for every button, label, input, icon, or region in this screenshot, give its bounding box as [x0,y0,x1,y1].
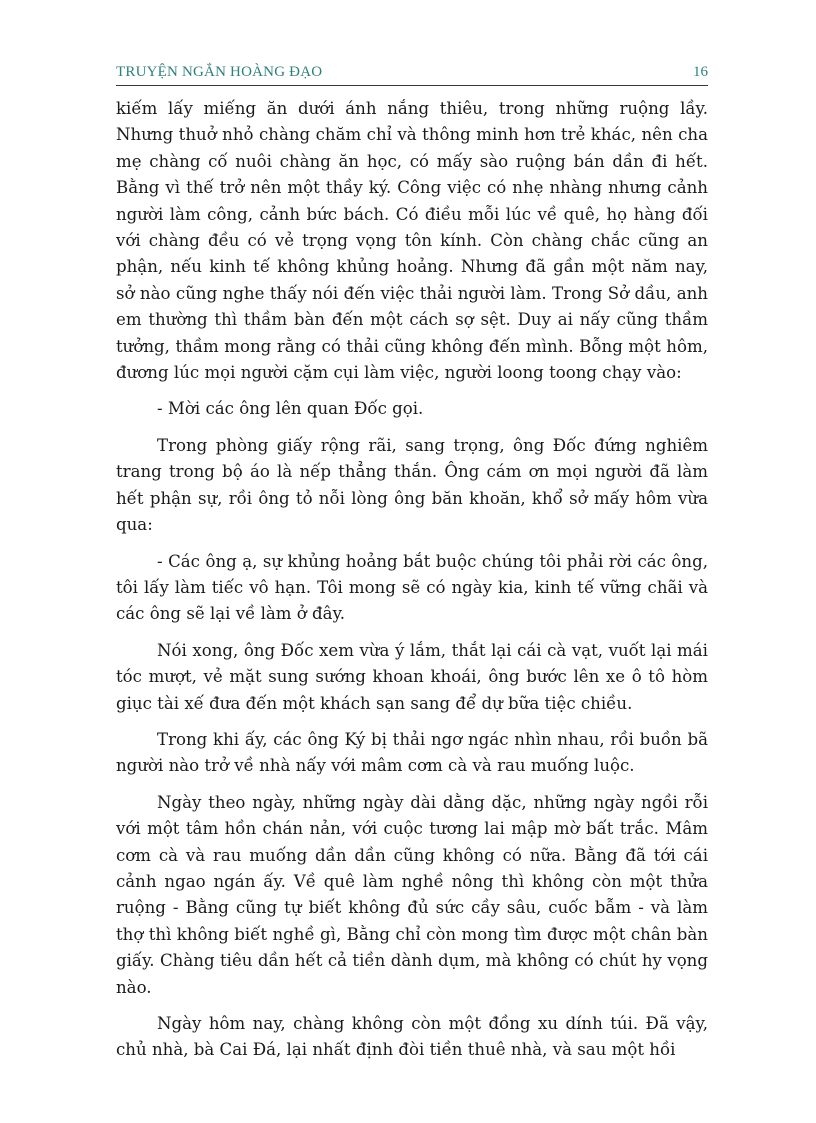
page-number: 16 [693,64,708,80]
paragraph: Ngày hôm nay, chàng không còn một đồng xu dính túi. Đã vậy, chủ nhà, bà Cai Đá, lại nhất định đòi tiền thuê nhà, và sau một hồi [116,1014,708,1060]
paragraph: Ngày theo ngày, những ngày dài dằng dặc, những ngày ngồi rỗi với một tâm hồn chán nản, với cuộc tương lai mập mờ bất trắc. Mâm cơm cà và rau muống dần dần cũng không có nữa. Bằng đã tới cái cảnh ngao ngán ấy. Về quê làm nghề nông thì không còn một thửa ruộng - Bằng cũng tự biết không đủ sức cầy sâu, cuốc bẫm - và làm thợ thì không biết nghề gì, Bằng chỉ còn mong tìm được một chân bàn giấy. Chàng tiêu dần hết cả tiền dành dụm, mà không có chút hy vọng nào. [116,792,708,997]
paragraph: Trong khi ấy, các ông Ký bị thải ngơ ngác nhìn nhau, rồi buồn bã người nào trở về nhà nấy với mâm cơm cà và rau muống luộc. [116,729,708,776]
running-title: TRUYỆN NGẮN HOÀNG ĐẠO [116,64,323,80]
paragraph: - Mời các ông lên quan Đốc gọi. [157,399,424,419]
paragraph: kiếm lấy miếng ăn dưới ánh nắng thiêu, trong những ruộng lầy. Nhưng thuở nhỏ chàng chăm chỉ và thông minh hơn trẻ khác, nên cha mẹ chàng cố nuôi chàng ăn học, có mấy sào ruộng bán dần đi hết. Bằng vì thế trở nên một thầy ký. Công việc có nhẹ nhàng nhưng cảnh người làm công, cảnh bức bách. Có điều mỗi lúc về quê, họ hàng đối với chàng đều có vẻ trọng vọng tôn kính. Còn chàng chắc cũng an phận, nếu kinh tế không khủng hoảng. Nhưng đã gần một năm nay, sở nào cũng nghe thấy nói đến việc thải người làm. Trong Sở dầu, anh em thường thì thầm bàn đến một cách sợ sệt. Duy ai nấy cũng thầm tưởng, thầm mong rằng có thải cũng không đến mình. Bỗng một hôm, đương lúc mọi người cặm cụi làm việc, người loong toong chạy vào: [116,99,708,383]
paragraph: Trong phòng giấy rộng rãi, sang trọng, ông Đốc đứng nghiêm trang trong bộ áo là nếp thẳng thắn. Ông cám ơn mọi người đã làm hết phận sự, rồi ông tỏ nỗi lòng ông băn khoăn, khổ sở mấy hôm vừa qua: [116,435,708,535]
page-header [116,62,708,86]
story-body [116,96,708,1074]
paragraph: Nói xong, ông Đốc xem vừa ý lắm, thắt lại cái cà vạt, vuốt lại mái tóc mượt, vẻ mặt sung sướng khoan khoái, ông bước lên xe ô tô hòm giục tài xế đưa đến một khách sạn sang để dự bữa tiệc chiều. [116,640,708,713]
paragraph: - Các ông ạ, sự khủng hoảng bắt buộc chúng tôi phải rời các ông, tôi lấy làm tiếc vô hạn. Tôi mong sẽ có ngày kia, kinh tế vững chãi và các ông sẽ lại về làm ở đây. [116,551,708,624]
